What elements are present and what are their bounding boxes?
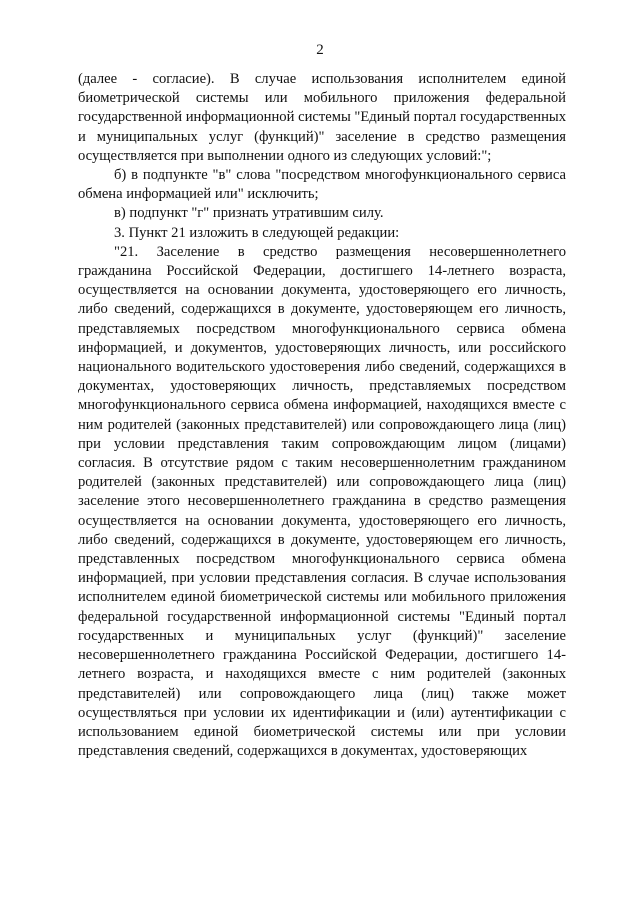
document-body	[78, 70, 566, 761]
page-number: 2	[316, 42, 324, 58]
paragraph-item-3: 3. Пункт 21 изложить в следующей редакции:	[114, 224, 400, 241]
paragraph-point-21: "21. Заселение в средство размещения несовершеннолетнего гражданина Российской Федерации, достигшего 14-летнего возраста, осуществляется на основании документа, удостоверяющего его личность, либо сведений, содержащихся в документе, удостоверяющем его личность, представляемых посредством многофункционального сервиса обмена информацией, и документов, удостоверяющих личность, или российского национального водительского удостоверения либо сведений, содержащихся в документах, удостоверяющих личность, представляемых посредством многофункционального сервиса обмена информацией, находящихся вместе с ним родителей (законных представителей) или сопровождающего лица (лиц) при условии представления таким сопровождающим лицом (лицами) согласия. В отсутствие рядом с таким несовершеннолетним гражданином родителей (законных представителей) или сопровождающего лица (лиц) заселение этого несовершеннолетнего гражданина в средство размещения осуществляется на основании документа, удостоверяющего его личность, либо сведений, содержащихся в документе, удостоверяющем его личность, представленных посредством многофункционального сервиса обмена информацией, при условии представления согласия. В случае использования исполнителем единой биометрической системы или мобильного приложения федеральной государственной информационной системы "Единый портал государственных и муниципальных услуг (функций)" заселение несовершеннолетнего гражданина Российской Федерации, достигшего 14-летнего возраста, и находящихся вместе с ним родителей (законных представителей) или сопровождающего лица (лиц) также может осуществляться при условии их идентификации и (или) аутентификации с использованием единой биометрической системы или при условии представления сведений, содержащихся в документах, удостоверяющих	[78, 243, 566, 760]
paragraph-subitem-b: б) в подпункте "в" слова "посредством многофункционального сервиса обмена информацией или" исключить;	[78, 167, 566, 203]
paragraph-continuation: (далее - согласие). В случае использования исполнителем единой биометрической системы или мобильного приложения федеральной государственной информационной системы "Единый портал государственных и муниципальных услуг (функций)" заселение в средство размещения осуществляется при выполнении одного из следующих условий:";	[78, 71, 566, 164]
paragraph-subitem-v: в) подпункт "г" признать утратившим силу.	[114, 205, 384, 222]
